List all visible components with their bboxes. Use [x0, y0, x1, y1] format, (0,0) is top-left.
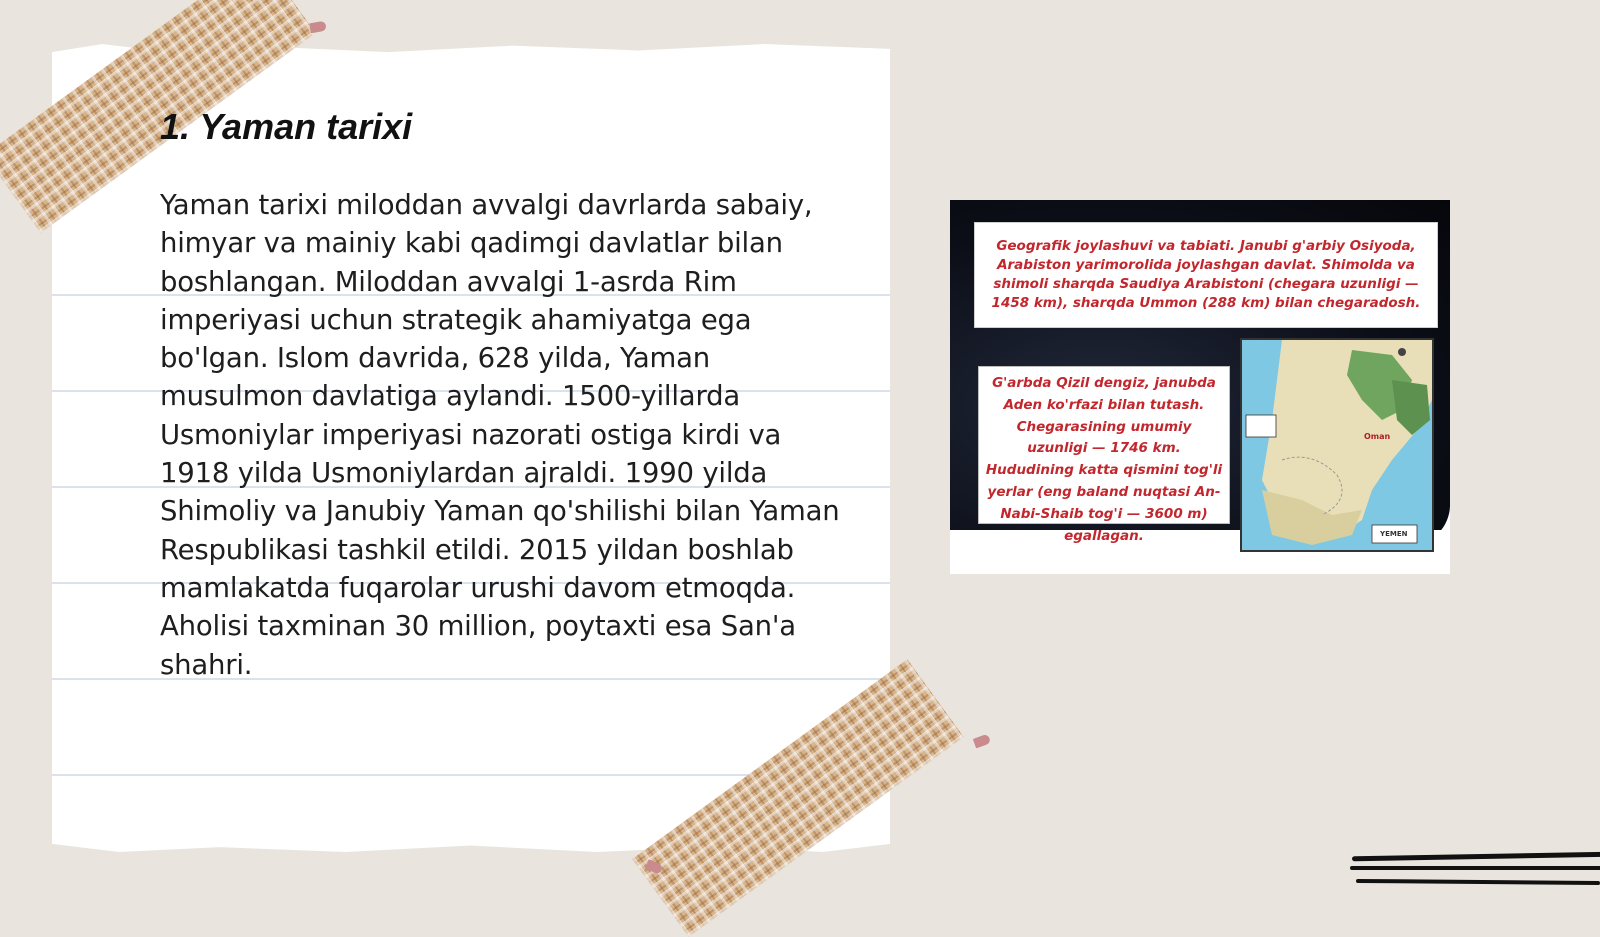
geography-text: Geografik joylashuvi va tabiati. Janubi g'arbiy Osiyoda, Arabiston yarimorolida joylashgan davlat. Shimolda va shimoli sharqda Saudiya Arabistoni (chegara uzunligi — 1458 km), sharqda Ummon (288 km) bilan chegaradosh. [991, 238, 1421, 311]
borders-text: G'arbda Qizil dengiz, janubda Aden ko'rfazi bilan tutash. Chegarasining umumiy uzunligi — 1746 km. Hududining katta qismini tog'li yerlar (eng baland nuqtasi An-Nabi-Shaib tog'i — 3600 m) egallagan. [985, 375, 1223, 544]
brush-stroke-decoration [1352, 852, 1600, 862]
map-label-yemen: YEMEN [1380, 530, 1408, 538]
borders-text-box [978, 366, 1230, 544]
map-label-oman: Oman [1364, 432, 1391, 441]
brush-stroke-decoration [1356, 879, 1600, 885]
slide-title: 1. Yaman tarixi [160, 106, 413, 147]
tape-tab-decoration [973, 734, 991, 749]
tape-tab-decoration [309, 21, 326, 34]
slide-body-text: Yaman tarixi miloddan avvalgi davrlarda sabaiy, himyar va mainiy kabi qadimgi davlatlar bilan boshlangan. Miloddan avvalgi 1-asrda Rim imperiyasi uchun strategik ahamiyatga ega bo'lgan. Islom davrida, 628 yilda, Yaman musulmon davlatiga aylandi. 1500-yillarda Usmoniylar imperiyasi nazorati ostiga kirdi va 1918 yilda Usmoniylardan ajraldi. 1990 yilda Shimoliy va Janubiy Yaman qo'shilishi bilan Yaman Respublikasi tashkil etildi. 2015 yildan boshlab mamlakatda fuqarolar urushi davom etmoqda. Aholisi taxminan 30 million, poytaxti esa San'a shahri. [160, 189, 840, 681]
brush-stroke-decoration [1350, 866, 1600, 870]
yemen-map [1240, 338, 1434, 552]
geography-text-box [974, 222, 1438, 328]
map-graphic [1242, 340, 1432, 550]
yemen-info-image [950, 200, 1450, 574]
